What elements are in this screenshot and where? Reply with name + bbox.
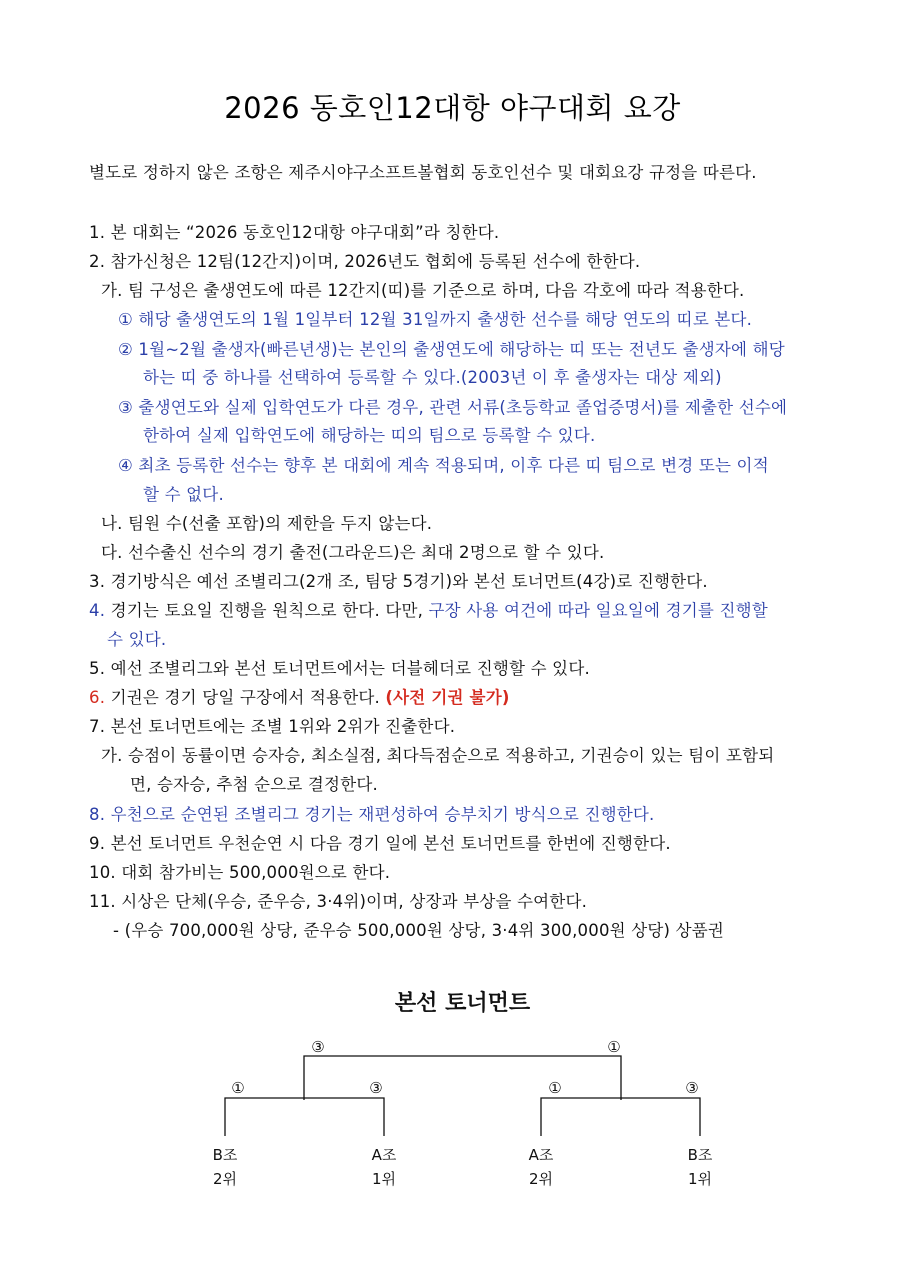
tournament-bracket: [0, 1030, 905, 1210]
tournament-title: 본선 토너먼트: [394, 991, 531, 1016]
rule-2-da: 다. 선수출신 선수의 경기 출전(그라운드)은 최대 2명으로 할 수 있다.: [101, 543, 605, 562]
match-mark-4: ③: [685, 1079, 699, 1097]
rule-5: 5. 예선 조별리그와 본선 토너먼트에서는 더블헤더로 진행할 수 있다.: [89, 659, 590, 678]
rule-3: 3. 경기방식은 예선 조별리그(2개 조, 팀당 5경기)와 본선 토너먼트(4강)로 진행한다.: [89, 572, 708, 591]
team-1-group: B조: [212, 1146, 238, 1164]
rule-4-text-c: 수 있다.: [107, 630, 167, 649]
rule-2-ga-3b: 한하여 실제 입학연도에 해당하는 띠의 팀으로 등록할 수 있다.: [143, 426, 596, 445]
rule-7-ga-b: 면, 승자승, 추첨 순으로 결정한다.: [130, 775, 378, 794]
bracket-lines: [225, 1056, 700, 1136]
rule-6-text-b: (사전 기권 불가): [385, 688, 510, 707]
semifinal-left-line: [225, 1098, 384, 1136]
rule-11: 11. 시상은 단체(우승, 준우승, 3·4위)이며, 상장과 부상을 수여한다.: [89, 892, 588, 911]
rule-2-ga-2b: 하는 띠 중 하나를 선택하여 등록할 수 있다.(2003년 이 후 출생자는 대상 제외): [143, 368, 722, 387]
rule-4-text-a: 경기는 토요일 진행을 원칙으로 한다. 다만,: [110, 601, 424, 620]
rule-11-sub: - (우승 700,000원 상당, 준우승 500,000원 상당, 3·4위 300,000원 상당) 상품권: [113, 921, 725, 940]
rule-6-text-a: 기권은 경기 당일 구장에서 적용한다.: [110, 688, 380, 707]
rule-9: 9. 본선 토너먼트 우천순연 시 다음 경기 일에 본선 토너먼트를 한번에 진행한다.: [89, 834, 671, 853]
rule-2-ga-1: ① 해당 출생연도의 1월 1일부터 12월 31일까지 출생한 선수를 해당 연도의 띠로 본다.: [118, 310, 753, 329]
match-mark-3: ①: [548, 1079, 562, 1097]
rule-7: 7. 본선 토너먼트에는 조별 1위와 2위가 진출한다.: [89, 717, 456, 736]
rule-2-ga: 가. 팀 구성은 출생연도에 따른 12간지(띠)를 기준으로 하며, 다음 각호에 따라 적용한다.: [101, 281, 745, 300]
rule-7-ga-a: 가. 승점이 동률이면 승자승, 최소실점, 최다득점순으로 적용하고, 기권승이 있는 팀이 포함되: [101, 746, 775, 765]
rule-1: 1. 본 대회는 “2026 동호인12대항 야구대회”라 칭한다.: [89, 223, 500, 242]
team-3-rank: 2위: [528, 1170, 554, 1188]
rule-2: 2. 참가신청은 12팀(12간지)이며, 2026년도 협회에 등록된 선수에 한한다.: [89, 252, 641, 271]
rule-6-number: 6.: [89, 688, 106, 707]
team-1-rank: 2위: [212, 1170, 238, 1188]
page-title: 2026 동호인12대항 야구대회 요강: [224, 91, 681, 125]
rule-2-ga-3a: ③ 출생연도와 실제 입학연도가 다른 경우, 관련 서류(초등학교 졸업증명서)를 제출한 선수에: [118, 398, 788, 417]
team-4-group: B조: [687, 1146, 713, 1164]
rule-4: [89, 600, 768, 622]
rule-10: 10. 대회 참가비는 500,000원으로 한다.: [89, 863, 391, 882]
rule-2-ga-4b: 할 수 없다.: [143, 485, 224, 504]
rule-8: 8. 우천으로 순연된 조별리그 경기는 재편성하여 승부치기 방식으로 진행한다.: [89, 805, 655, 824]
team-4-rank: 1위: [687, 1170, 713, 1188]
intro-text: 별도로 정하지 않은 조항은 제주시야구소프트볼협회 동호인선수 및 대회요강 규정을 따른다.: [89, 163, 757, 182]
final-bracket-line: [304, 1056, 621, 1100]
rule-4-text-b: 구장 사용 여건에 따라 일요일에 경기를 진행할: [428, 601, 768, 620]
final-left-mark: ③: [311, 1038, 325, 1056]
team-2-group: A조: [371, 1146, 397, 1164]
rule-2-na: 나. 팀원 수(선출 포함)의 제한을 두지 않는다.: [101, 514, 433, 533]
semifinal-right-line: [541, 1098, 700, 1136]
team-2-rank: 1위: [371, 1170, 397, 1188]
match-mark-2: ③: [369, 1079, 383, 1097]
rule-4-number: 4.: [89, 601, 106, 620]
team-3-group: A조: [528, 1146, 554, 1164]
match-mark-1: ①: [231, 1079, 245, 1097]
rule-2-ga-4a: ④ 최초 등록한 선수는 향후 본 대회에 계속 적용되며, 이후 다른 띠 팀으로 변경 또는 이적: [118, 456, 769, 475]
rule-6: [89, 687, 510, 709]
rule-2-ga-2a: ② 1월~2월 출생자(빠른년생)는 본인의 출생연도에 해당하는 띠 또는 전년도 출생자에 해당: [118, 340, 785, 359]
final-right-mark: ①: [607, 1038, 621, 1056]
